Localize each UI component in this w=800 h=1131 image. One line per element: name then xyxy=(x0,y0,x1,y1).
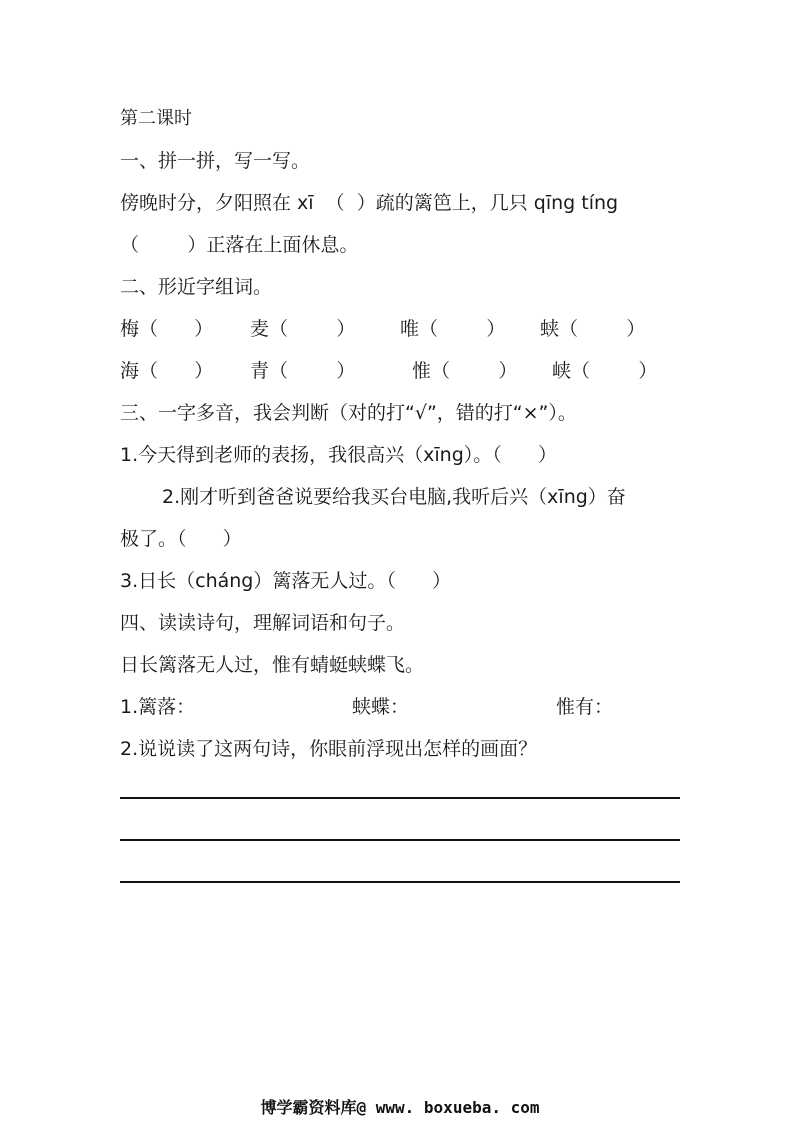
answer-line[interactable] xyxy=(120,881,680,883)
word-item: 海（ ） xyxy=(120,360,214,382)
section2-heading: 二、形近字组词。 xyxy=(120,276,273,298)
section1-line2: （ ）正落在上面休息。 xyxy=(120,234,359,256)
section4-question-2: 2.说说读了这两句诗，你眼前浮现出怎样的画面？ xyxy=(120,738,538,760)
term-item: 1.篱落： xyxy=(120,696,196,718)
answer-line[interactable] xyxy=(120,839,680,841)
word-item: 惟（ ） xyxy=(412,360,518,382)
section3-question-2-line1: 2.刚才听到爸爸说要给我买台电脑,我听后兴（xīng）奋 xyxy=(162,486,626,508)
word-item: 唯（ ） xyxy=(400,318,506,340)
word-item: 梅（ ） xyxy=(120,318,214,340)
section3-question-3: 3.日长（cháng）篱落无人过。（ ） xyxy=(120,570,452,592)
term-item: 惟有： xyxy=(556,696,614,718)
section1-heading: 一、拼一拼，写一写。 xyxy=(120,150,311,172)
word-item: 蛱（ ） xyxy=(540,318,646,340)
answer-line[interactable] xyxy=(120,797,680,799)
section1-line1: 傍晚时分，夕阳照在 xī （ ）疏的篱笆上，几只 qīng tíng xyxy=(120,192,619,214)
section3-heading: 三、一字多音，我会判断（对的打“√”，错的打“×”）。 xyxy=(120,402,577,424)
word-item: 青（ ） xyxy=(250,360,356,382)
footer-watermark: 博学霸资料库@ www. boxueba. com xyxy=(260,1098,540,1117)
poem-line: 日长篱落无人过，惟有蜻蜓蛱蝶飞。 xyxy=(120,654,425,676)
section3-question-2-line2: 极了。（ ） xyxy=(120,528,242,550)
word-item: 麦（ ） xyxy=(250,318,356,340)
section4-heading: 四、读读诗句，理解词语和句子。 xyxy=(120,612,406,634)
section3-question-1: 1.今天得到老师的表扬，我很高兴（xīng）。（ ） xyxy=(120,444,557,466)
word-item: 峡（ ） xyxy=(552,360,658,382)
lesson-title: 第二课时 xyxy=(120,108,192,129)
term-item: 蛱蝶： xyxy=(352,696,410,718)
